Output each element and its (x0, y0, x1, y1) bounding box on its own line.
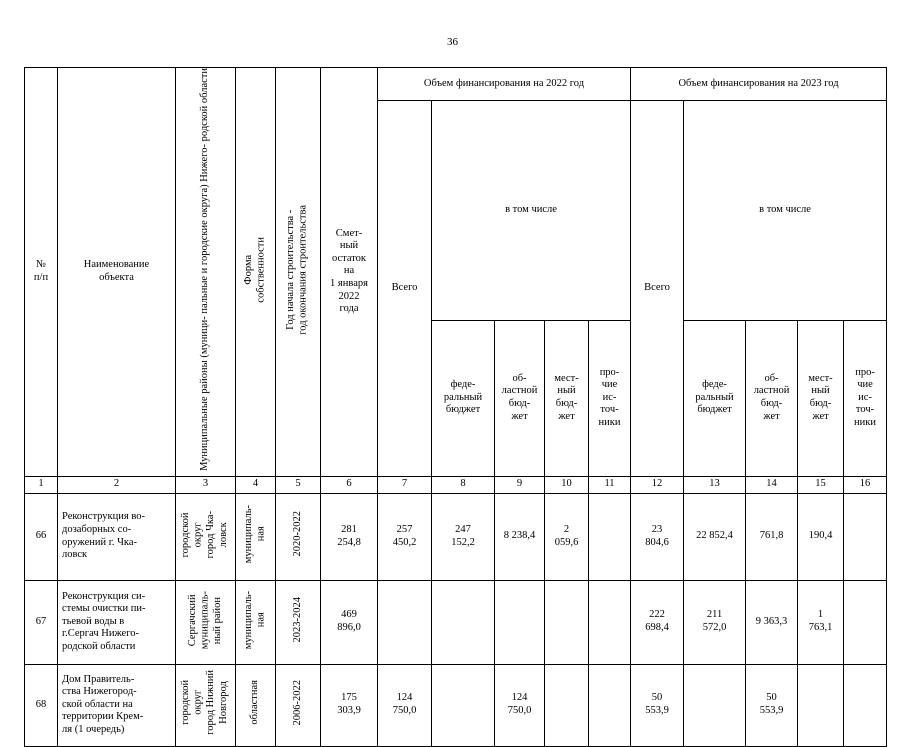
row-other-2023 (844, 580, 887, 664)
page-number: 36 (447, 36, 458, 48)
row-other-2022 (589, 580, 631, 664)
column-number: 2 (58, 476, 176, 493)
row-district: городской округ город Чка- ловск (180, 510, 230, 558)
row-other-2023 (844, 664, 887, 746)
row-years: 2020-2022 (291, 511, 303, 557)
column-number: 6 (321, 476, 378, 493)
row-federal-2022: 247 152,2 (432, 493, 495, 580)
row-years-cell (276, 580, 321, 664)
row-regional-2022: 124 750,0 (495, 664, 545, 746)
table-row (25, 664, 887, 746)
column-number: 9 (495, 476, 545, 493)
row-years: 2023-2024 (291, 596, 303, 643)
header-other-2022: про- чие ис- точ- ники (589, 320, 631, 476)
table-row (25, 493, 887, 580)
row-local-2022 (545, 580, 589, 664)
row-local-2023 (798, 664, 844, 746)
row-other-2022 (589, 493, 631, 580)
header-other-2023: про- чие ис- точ- ники (844, 320, 887, 476)
header-district-cell (176, 68, 236, 477)
header-estimate: Смет- ный остаток на 1 января 2022 года (321, 68, 378, 477)
row-ownership: муниципаль- ная (242, 505, 267, 564)
header-incl-2022: в том числе (432, 101, 631, 321)
row-regional-2022: 8 238,4 (495, 493, 545, 580)
row-total-2023: 222 698,4 (631, 580, 684, 664)
row-federal-2022 (432, 580, 495, 664)
table-row (25, 580, 887, 664)
row-years: 2006-2022 (291, 679, 303, 726)
header-local-2023: мест- ный бюд- жет (798, 320, 844, 476)
header-years-cell (276, 68, 321, 477)
row-district: Сергачский муниципаль- ный район (186, 590, 223, 649)
header-total-2023: Всего (631, 101, 684, 477)
row-no: 67 (25, 580, 58, 664)
column-number: 1 (25, 476, 58, 493)
header-district: Муниципальные районы (муници- пальные и городские округа) Нижего- родской области (199, 68, 211, 471)
header-federal-2023: феде- ральный бюджет (684, 320, 746, 476)
column-number: 16 (844, 476, 887, 493)
row-no: 66 (25, 493, 58, 580)
row-federal-2023: 211 572,0 (684, 580, 746, 664)
row-regional-2022 (495, 580, 545, 664)
column-number: 11 (589, 476, 631, 493)
financing-table (24, 67, 887, 747)
row-name: Реконструкция во- дозаборных со- оружений г. Чка- ловск (58, 493, 176, 580)
row-total-2022: 124 750,0 (378, 664, 432, 746)
header-incl-2023: в том числе (684, 101, 887, 321)
column-number: 10 (545, 476, 589, 493)
header-ownership-cell (236, 68, 276, 477)
row-federal-2022 (432, 664, 495, 746)
row-district: городской округ город Нижний Новгород (180, 670, 230, 736)
column-number-row (25, 476, 887, 493)
row-other-2023 (844, 493, 887, 580)
row-local-2023: 190,4 (798, 493, 844, 580)
column-number: 4 (236, 476, 276, 493)
row-ownership-cell (236, 493, 276, 580)
row-regional-2023: 50 553,9 (746, 664, 798, 746)
row-total-2022 (378, 580, 432, 664)
header-fin-2023: Объем финансирования на 2023 год (631, 68, 887, 101)
row-ownership: муниципаль- ная (242, 590, 267, 649)
header-local-2022: мест- ный бюд- жет (545, 320, 589, 476)
header-federal-2022: феде- ральный бюджет (432, 320, 495, 476)
row-local-2022 (545, 664, 589, 746)
row-federal-2023 (684, 664, 746, 746)
row-estimate: 175 303,9 (321, 664, 378, 746)
row-years-cell (276, 664, 321, 746)
row-local-2022: 2 059,6 (545, 493, 589, 580)
header-no: № п/п (25, 68, 58, 477)
header-ownership: Форма собственности (242, 236, 267, 303)
row-estimate: 281 254,8 (321, 493, 378, 580)
row-years-cell (276, 493, 321, 580)
header-regional-2023: об- ластной бюд- жет (746, 320, 798, 476)
column-number: 14 (746, 476, 798, 493)
row-district-cell (176, 580, 236, 664)
header-total-2022: Всего (378, 101, 432, 477)
column-number: 5 (276, 476, 321, 493)
row-total-2023: 50 553,9 (631, 664, 684, 746)
row-federal-2023: 22 852,4 (684, 493, 746, 580)
row-local-2023: 1 763,1 (798, 580, 844, 664)
column-number: 3 (176, 476, 236, 493)
header-regional-2022: об- ластной бюд- жет (495, 320, 545, 476)
row-ownership-cell (236, 580, 276, 664)
row-regional-2023: 761,8 (746, 493, 798, 580)
column-number: 8 (432, 476, 495, 493)
row-name: Дом Правитель- ства Нижегород- ской области на территории Крем- ля (1 очередь) (58, 664, 176, 746)
row-regional-2023: 9 363,3 (746, 580, 798, 664)
row-name: Реконструкция си- стемы очистки пи- тьевой воды в г.Сергач Нижего- родской области (58, 580, 176, 664)
column-number: 12 (631, 476, 684, 493)
row-district-cell (176, 493, 236, 580)
header-fin-2022: Объем финансирования на 2022 год (378, 68, 631, 101)
row-ownership-cell (236, 664, 276, 746)
column-number: 15 (798, 476, 844, 493)
header-name: Наименование объекта (58, 68, 176, 477)
row-total-2023: 23 804,6 (631, 493, 684, 580)
column-number: 7 (378, 476, 432, 493)
row-estimate: 469 896,0 (321, 580, 378, 664)
column-number: 13 (684, 476, 746, 493)
row-district-cell (176, 664, 236, 746)
row-other-2022 (589, 664, 631, 746)
header-years: Год начала строительства - год окончания строительства (285, 204, 309, 335)
row-ownership: областная (249, 680, 261, 725)
row-no: 68 (25, 664, 58, 746)
row-total-2022: 257 450,2 (378, 493, 432, 580)
